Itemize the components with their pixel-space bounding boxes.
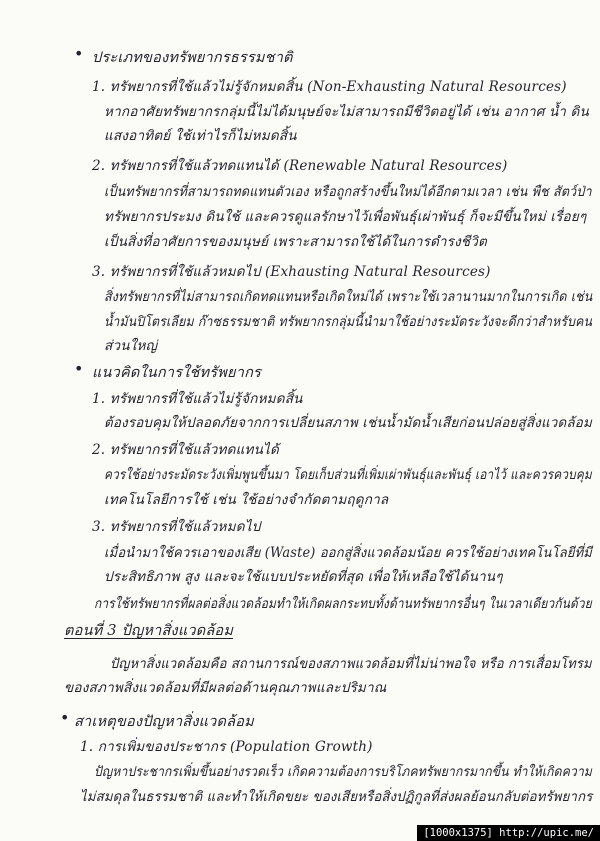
item3-line2: น้ำมันปิโตรเลียม ก๊าซธรรมชาติ ทรัพยากรกลุ่มนี้นำมาใช้อย่างระมัดระวังจะดีกว่าสำหรับคน — [104, 314, 593, 330]
summary-line: การใช้ทรัพยากรที่ผลต่อสิ่งแวดล้อมทำให้เกิดผลกระทบทั้งด้านทรัพยากรอื่นๆ ในเวลาเดียวกันด้วย — [94, 596, 592, 612]
use3-line1: เมื่อนำมาใช้ควรเอาของเสีย (Waste) ออกสู่สิ่งแวดล้อมน้อย ควรใช้อย่างเทคโนโลยีที่มี — [104, 545, 592, 561]
part3-line2: ของสภาพสิ่งแวดล้อมที่มีผลต่อด้านคุณภาพและปริมาณ — [64, 680, 387, 696]
item2-line3: เป็นสิ่งที่อาศัยการของมนุษย์ เพราะสามารถใช้ได้ในการดำรงชีวิต — [104, 234, 488, 250]
usage-heading: แนวคิดในการใช้ทรัพยากร — [92, 365, 262, 381]
use1-line1: ต้องรอบคุมให้ปลอดภัยจากการเปลี่ยนสภาพ เช่นน้ำมัดน้ำเสียก่อนปล่อยสู่สิ่งแวดล้อม — [104, 415, 593, 431]
cause1-line2: ไม่สมดุลในธรรมชาติ และทำให้เกิดขยะ ของเสียหรือสิ่งปฏิกูลที่ส่งผลย้อนกลับต่อทรัพยากร — [80, 789, 593, 805]
item2-line2: ทรัพยากรประมง ดินใช้ และควรดูแลรักษาไว้เพื่อพันธุ์เผ่าพันธุ์ ก็จะมีขึ้นใหม่ เรื่อยๆ — [104, 209, 587, 225]
use1-title: 1. ทรัพยากรที่ใช้แล้วไม่รู้จักหมดสิ้น — [92, 391, 303, 407]
part3-title: ตอนที่ 3 ปัญหาสิ่งแวดล้อม — [64, 623, 234, 639]
item3-title: 3. ทรัพยากรที่ใช้แล้วหมดไป (Exhausting Natural Resources) — [92, 264, 491, 280]
bullet-dot: • — [74, 44, 84, 63]
bullet-dot: • — [74, 359, 84, 378]
item3-line3: ส่วนใหญ่ — [104, 338, 158, 354]
use3-line2: ประสิทธิภาพ สูง และจะใช้แบบประหยัดที่สุด เพื่อให้เหลือใช้ได้นานๆ — [104, 569, 503, 585]
cause1-title: 1. การเพิ่มของประชากร (Population Growth) — [80, 739, 373, 755]
use2-line2: เทคโนโลยีการใช้ เช่น ใช้อย่างจำกัดตามฤดูกาล — [104, 492, 389, 508]
item1-line2: แสงอาทิตย์ ใช้เท่าไรก็ไม่หมดสิ้น — [104, 128, 297, 144]
use3-title: 3. ทรัพยากรที่ใช้แล้วหมดไป — [92, 519, 261, 535]
item1-line1: หากอาศัยทรัพยากรกลุ่มนี้ไม่ได้มนุษย์จะไม่สามารถมีชีวิตอยู่ได้ เช่น อากาศ น้ำ ดิน — [104, 104, 589, 120]
item2-title: 2. ทรัพยากรที่ใช้แล้วทดแทนได้ (Renewable Natural Resources) — [92, 158, 508, 174]
image-size-watermark: [1000x1375] http://upic.me/ — [417, 825, 600, 841]
use2-line1: ควรใช้อย่างระมัดระวังเพิ่มพูนขึ้นมา โดยเก็บส่วนที่เพิ่มเผ่าพันธุ์และพันธุ์ เอาไว้ และควรควบคุม — [104, 467, 592, 483]
part3-line1: ปัญหาสิ่งแวดล้อมคือ สถานการณ์ของสภาพแวดล้อมที่ไม่น่าพอใจ หรือ การเสื่อมโทรม — [110, 656, 592, 672]
item3-line1: สิ่งทรัพยากรที่ไม่สามารถเกิดทดแทนหรือเกิดใหม่ได้ เพราะใช้เวลานานมากในการเกิด เช่น — [104, 289, 593, 305]
bullet-dot: • — [60, 708, 70, 727]
causes-heading: สาเหตุของปัญหาสิ่งแวดล้อม — [74, 714, 254, 730]
cause1-line1: ปัญหาประชากรเพิ่มขึ้นอย่างรวดเร็ว เกิดความต้องการบริโภคทรัพยากรมากขึ้น ทำให้เกิดความ — [94, 764, 593, 780]
item1-title: 1. ทรัพยากรที่ใช้แล้วไม่รู้จักหมดสิ้น (Non-Exhausting Natural Resources) — [92, 79, 567, 95]
types-heading: ประเภทของทรัพยากรธรรมชาติ — [92, 50, 293, 66]
use2-title: 2. ทรัพยากรที่ใช้แล้วทดแทนได้ — [92, 442, 279, 458]
item2-line1: เป็นทรัพยากรที่สามารถทดแทนตัวเอง หรือถูกสร้างขึ้นใหม่ได้อีกตามเวลา เช่น พืช สัตว์ป่า — [104, 184, 592, 200]
